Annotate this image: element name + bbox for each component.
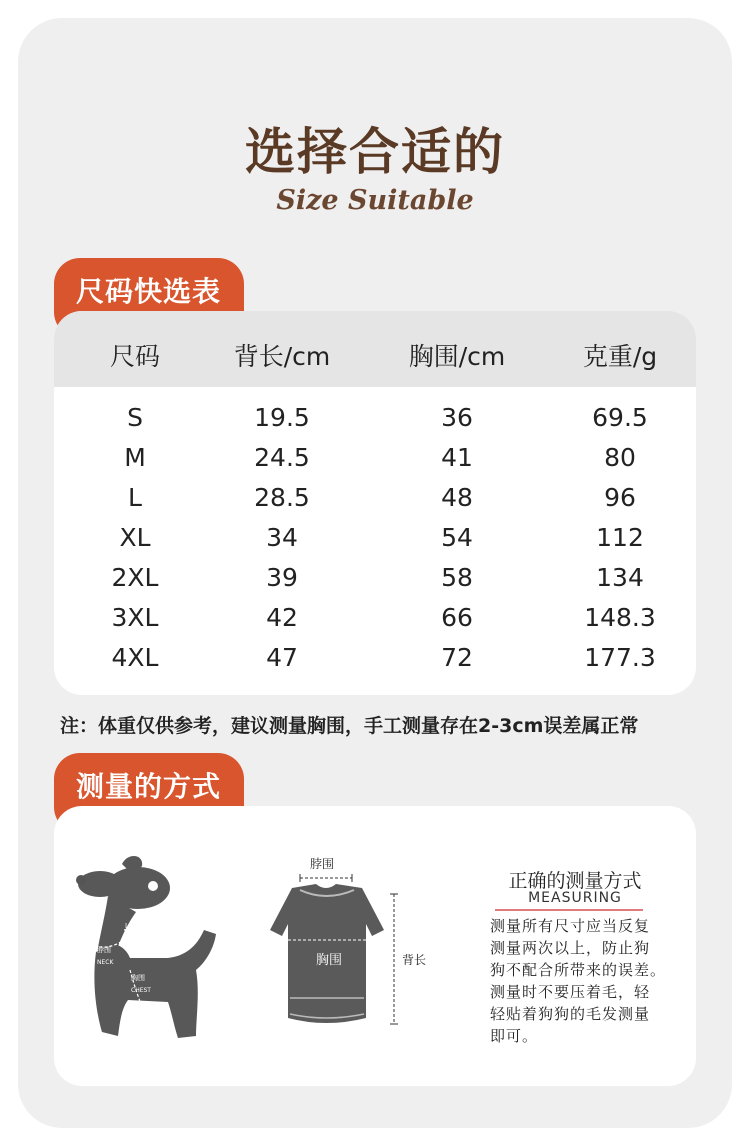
dog-label-neck-en: NECK [97, 959, 114, 966]
desc-line: 即可。 [490, 1027, 539, 1045]
dog-label-neck-cn: 脖围 [97, 946, 111, 954]
desc-line: 测量两次以上，防止狗 [490, 939, 651, 957]
table-cell: 4XL [111, 643, 159, 672]
size-table [54, 311, 696, 695]
table-cell: 41 [441, 443, 473, 472]
table-cell: XL [119, 523, 151, 552]
table-row [54, 603, 696, 643]
table-cell: 2XL [111, 563, 159, 592]
table-cell: 47 [266, 643, 298, 672]
table-cell: S [127, 403, 143, 432]
size-note: 注：体重仅供参考，建议测量胸围，手工测量存在2-3cm误差属正常 [60, 715, 639, 737]
subtitle-underline [495, 909, 643, 911]
measure-tab: 测量的方式 [54, 753, 244, 833]
table-row [54, 403, 696, 443]
shirt-label-neck: 脖围 [310, 857, 335, 871]
table-cell: 36 [441, 403, 473, 432]
table-cell: 148.3 [584, 603, 656, 632]
table-cell: 42 [266, 603, 298, 632]
table-row [54, 523, 696, 563]
table-cell: 134 [596, 563, 644, 592]
dog-label-length: LENGTH背长 [125, 922, 168, 930]
col-header-back-length: 背长/cm [233, 342, 331, 371]
desc-line: 测量所有尺寸应当反复 [490, 917, 651, 935]
table-cell: 39 [266, 563, 298, 592]
measure-title: 正确的测量方式 [508, 870, 642, 892]
table-cell: 72 [441, 643, 473, 672]
table-cell: 58 [441, 563, 473, 592]
table-row [54, 483, 696, 523]
size-table-tab: 尺码快选表 [54, 258, 244, 338]
table-cell: 69.5 [592, 403, 648, 432]
shirt-label-chest: 胸围 [316, 953, 343, 968]
dog-label-chest-cn: 胸围 [131, 974, 145, 982]
table-cell: 3XL [111, 603, 159, 632]
measure-description [490, 915, 680, 1047]
table-cell: 24.5 [254, 443, 310, 472]
measure-subtitle: MEASURING [528, 890, 622, 906]
table-cell: 96 [604, 483, 636, 512]
table-row [54, 443, 696, 483]
dog-illustration [68, 852, 238, 1052]
shirt-label-back: 背长 [402, 953, 427, 967]
desc-line: 狗不配合所带来的误差。 [490, 961, 667, 979]
page-subtitle: Size Suitable [276, 185, 474, 216]
col-header-weight: 克重/g [582, 342, 658, 371]
table-cell: 19.5 [254, 403, 310, 432]
table-cell: 112 [596, 523, 644, 552]
table-cell: 48 [441, 483, 473, 512]
size-table-header [54, 311, 696, 387]
table-cell: L [128, 483, 142, 512]
desc-line: 测量时不要压着毛，轻 [490, 983, 651, 1001]
table-cell: 34 [266, 523, 298, 552]
table-cell: 80 [604, 443, 636, 472]
col-header-chest: 胸围/cm [408, 342, 506, 371]
table-cell: 28.5 [254, 483, 310, 512]
table-cell: 54 [441, 523, 473, 552]
col-header-size: 尺码 [109, 342, 160, 371]
page-title: 选择合适的 [245, 123, 505, 181]
dog-label-chest-en: CHEST [131, 987, 151, 994]
table-cell: M [124, 443, 146, 472]
table-row [54, 643, 696, 683]
desc-line: 轻贴着狗狗的毛发测量 [490, 1005, 651, 1023]
table-cell: 66 [441, 603, 473, 632]
shirt-illustration [264, 850, 464, 1040]
table-row [54, 563, 696, 603]
table-cell: 177.3 [584, 643, 656, 672]
